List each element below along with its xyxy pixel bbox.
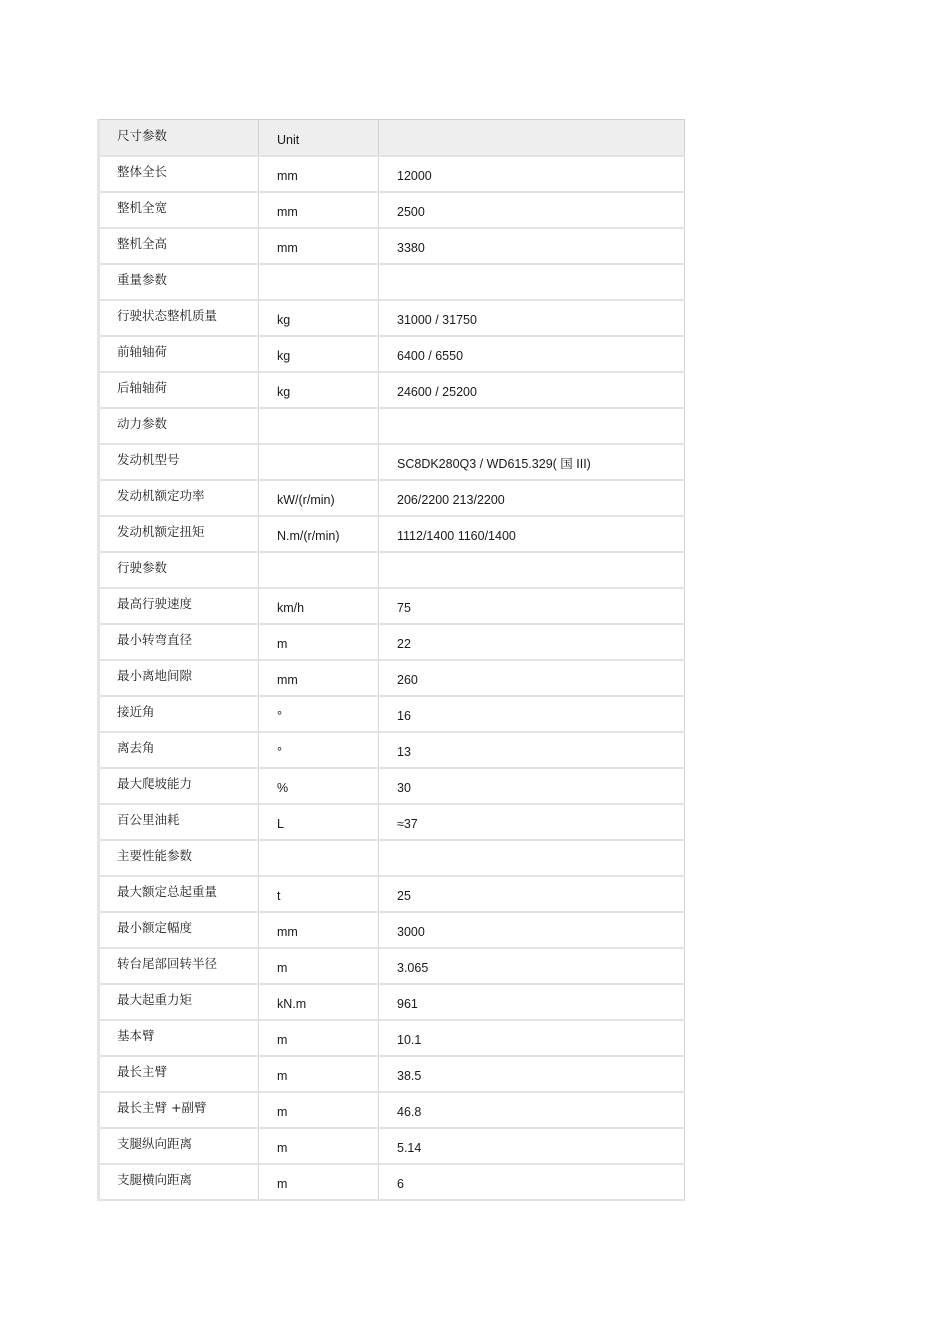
row-unit: m — [277, 1033, 288, 1047]
row-name-cell — [99, 588, 259, 624]
table-row — [99, 1056, 685, 1092]
table-row — [99, 480, 685, 516]
row-unit: % — [277, 781, 289, 795]
row-unit: L — [277, 817, 284, 831]
row-name: 最小离地间隙 — [117, 668, 193, 683]
row-unit-cell — [259, 516, 379, 552]
row-unit: kW/(r/min) — [277, 493, 335, 507]
row-value: 31000 / 31750 — [397, 313, 477, 327]
row-value-cell — [379, 264, 685, 300]
table-row — [99, 264, 685, 300]
row-unit: m — [277, 1141, 288, 1155]
row-name-cell — [99, 912, 259, 948]
row-name: 最小额定幅度 — [117, 920, 193, 935]
row-unit: mm — [277, 241, 298, 255]
row-value-cell — [379, 192, 685, 228]
row-value-cell — [379, 588, 685, 624]
table-row — [99, 300, 685, 336]
table-row — [99, 192, 685, 228]
row-unit-cell — [259, 1128, 379, 1164]
row-name-cell — [99, 552, 259, 588]
row-value: 6 — [397, 1177, 404, 1191]
table-row — [99, 1164, 685, 1200]
row-value: 3380 — [397, 241, 425, 255]
row-value-cell — [379, 516, 685, 552]
row-value: 24600 / 25200 — [397, 385, 477, 399]
row-value-cell — [379, 732, 685, 768]
row-value-cell — [379, 372, 685, 408]
table-row — [99, 444, 685, 480]
row-name: 支腿纵向距离 — [117, 1136, 193, 1151]
table-row — [99, 624, 685, 660]
row-unit-cell — [259, 372, 379, 408]
row-value-cell — [379, 696, 685, 732]
table-row — [99, 804, 685, 840]
row-value: 206/2200 213/2200 — [397, 493, 505, 507]
row-name-cell — [99, 300, 259, 336]
row-unit: mm — [277, 169, 298, 183]
table-row — [99, 336, 685, 372]
header-unit-cell — [259, 120, 379, 157]
table-row — [99, 228, 685, 264]
row-name-cell — [99, 372, 259, 408]
row-value: 38.5 — [397, 1069, 422, 1083]
row-name: 动力参数 — [117, 416, 168, 431]
row-name: 发动机额定扭矩 — [117, 524, 205, 539]
table-row — [99, 768, 685, 804]
row-unit-cell — [259, 588, 379, 624]
spec-table-body — [99, 120, 685, 1201]
row-unit: mm — [277, 673, 298, 687]
row-name: 整机全宽 — [117, 200, 168, 215]
row-value-cell — [379, 1020, 685, 1056]
row-name: 最大起重力矩 — [117, 992, 193, 1007]
row-unit-cell — [259, 912, 379, 948]
row-unit-cell — [259, 444, 379, 480]
row-name-cell — [99, 156, 259, 192]
row-unit: kg — [277, 349, 291, 363]
row-name-cell — [99, 1164, 259, 1200]
table-row — [99, 984, 685, 1020]
row-value: 12000 — [397, 169, 432, 183]
header-unit: Unit — [277, 132, 300, 147]
row-value-cell — [379, 624, 685, 660]
row-unit: kg — [277, 385, 291, 399]
row-unit-cell — [259, 192, 379, 228]
row-name: 整体全长 — [117, 164, 168, 179]
row-value-cell — [379, 408, 685, 444]
row-name: 前轴轴荷 — [117, 344, 168, 359]
row-unit-cell — [259, 696, 379, 732]
row-unit-cell — [259, 1164, 379, 1200]
table-row — [99, 840, 685, 876]
row-value: 5.14 — [397, 1141, 422, 1155]
row-value-cell — [379, 228, 685, 264]
row-unit-cell — [259, 228, 379, 264]
row-value-cell — [379, 1164, 685, 1200]
row-name-cell — [99, 444, 259, 480]
row-unit-cell — [259, 984, 379, 1020]
row-name: 最高行驶速度 — [117, 596, 193, 611]
row-value-cell — [379, 300, 685, 336]
row-unit-cell — [259, 156, 379, 192]
table-row — [99, 588, 685, 624]
row-unit: m — [277, 637, 288, 651]
row-unit-cell — [259, 876, 379, 912]
row-name: 支腿横向距离 — [117, 1172, 193, 1187]
table-row — [99, 156, 685, 192]
row-value-cell — [379, 444, 685, 480]
row-unit-cell — [259, 1020, 379, 1056]
row-unit: km/h — [277, 601, 305, 615]
row-name: 接近角 — [117, 704, 155, 719]
row-value: SC8DK280Q3 / WD615.329( 国 III) — [397, 457, 591, 471]
table-row — [99, 1128, 685, 1164]
row-name: 发动机额定功率 — [117, 488, 205, 503]
row-unit: mm — [277, 925, 298, 939]
table-row — [99, 516, 685, 552]
row-unit-cell — [259, 552, 379, 588]
row-unit-cell — [259, 264, 379, 300]
row-value-cell — [379, 552, 685, 588]
row-name-cell — [99, 984, 259, 1020]
row-value-cell — [379, 660, 685, 696]
row-unit-cell — [259, 624, 379, 660]
row-name-cell — [99, 624, 259, 660]
header-value-cell — [379, 120, 685, 157]
row-unit-cell — [259, 768, 379, 804]
row-value: 30 — [397, 781, 411, 795]
row-value-cell — [379, 804, 685, 840]
row-name-cell — [99, 696, 259, 732]
row-unit: mm — [277, 205, 298, 219]
row-value-cell — [379, 1128, 685, 1164]
row-unit: t — [277, 889, 281, 903]
row-name-cell — [99, 948, 259, 984]
row-name: 最大爬坡能力 — [117, 776, 193, 791]
row-name-cell — [99, 768, 259, 804]
table-row — [99, 1020, 685, 1056]
row-value: 10.1 — [397, 1033, 422, 1047]
row-unit: m — [277, 961, 288, 975]
row-value-cell — [379, 156, 685, 192]
row-name: 基本臂 — [117, 1028, 155, 1043]
row-value: 2500 — [397, 205, 425, 219]
row-value: 6400 / 6550 — [397, 349, 464, 363]
table-header-row — [99, 120, 685, 157]
row-name: 行驶状态整机质量 — [117, 308, 218, 323]
row-name: 最长主臂 — [117, 1064, 168, 1079]
row-unit: ° — [277, 745, 282, 759]
row-unit-cell — [259, 660, 379, 696]
row-name-cell — [99, 732, 259, 768]
row-unit: ° — [277, 709, 282, 723]
row-value: 75 — [397, 601, 411, 615]
row-name-cell — [99, 1020, 259, 1056]
row-value: 25 — [397, 889, 411, 903]
table-row — [99, 408, 685, 444]
row-unit-cell — [259, 1056, 379, 1092]
row-unit: kg — [277, 313, 291, 327]
row-name-cell — [99, 336, 259, 372]
row-unit: m — [277, 1177, 288, 1191]
row-value-cell — [379, 984, 685, 1020]
row-unit-cell — [259, 948, 379, 984]
table-row — [99, 732, 685, 768]
row-name-cell — [99, 192, 259, 228]
row-value: 3.065 — [397, 961, 429, 975]
table-row — [99, 696, 685, 732]
row-value-cell — [379, 768, 685, 804]
row-value-cell — [379, 1092, 685, 1128]
table-row — [99, 1092, 685, 1128]
row-name: 行驶参数 — [117, 560, 168, 575]
row-unit-cell — [259, 732, 379, 768]
row-value: 3000 — [397, 925, 425, 939]
row-unit: m — [277, 1069, 288, 1083]
row-name-cell — [99, 804, 259, 840]
table-row — [99, 948, 685, 984]
row-value: 46.8 — [397, 1105, 422, 1119]
table-row — [99, 552, 685, 588]
row-name: 最大额定总起重量 — [117, 884, 218, 899]
row-name-cell — [99, 840, 259, 876]
row-value: 22 — [397, 637, 411, 651]
row-name-cell — [99, 1092, 259, 1128]
row-name: 发动机型号 — [117, 452, 180, 467]
row-unit-cell — [259, 804, 379, 840]
table-row — [99, 660, 685, 696]
row-name-cell — [99, 1056, 259, 1092]
row-value-cell — [379, 336, 685, 372]
row-name: 百公里油耗 — [117, 812, 180, 827]
row-name: 整机全高 — [117, 236, 168, 251]
row-unit-cell — [259, 480, 379, 516]
table-row — [99, 876, 685, 912]
row-value: 260 — [397, 673, 418, 687]
row-name-cell — [99, 660, 259, 696]
row-unit-cell — [259, 1092, 379, 1128]
row-unit: N.m/(r/min) — [277, 529, 340, 543]
row-unit-cell — [259, 840, 379, 876]
row-name-cell — [99, 228, 259, 264]
row-value-cell — [379, 480, 685, 516]
row-name: 主要性能参数 — [117, 848, 193, 863]
row-unit: m — [277, 1105, 288, 1119]
row-name: 最小转弯直径 — [117, 632, 193, 647]
table-row — [99, 912, 685, 948]
row-value-cell — [379, 1056, 685, 1092]
row-value: 1112/1400 1160/1400 — [397, 529, 516, 543]
row-name: 离去角 — [117, 740, 155, 755]
row-value: ≈37 — [397, 817, 418, 831]
row-unit-cell — [259, 336, 379, 372]
row-unit-cell — [259, 300, 379, 336]
row-value: 961 — [397, 997, 418, 1011]
row-value: 13 — [397, 745, 411, 759]
row-value-cell — [379, 912, 685, 948]
row-name: 最长主臂 +副臂 — [117, 1100, 207, 1115]
row-value: 16 — [397, 709, 411, 723]
row-unit: kN.m — [277, 997, 307, 1011]
row-value-cell — [379, 876, 685, 912]
row-value-cell — [379, 840, 685, 876]
row-name-cell — [99, 264, 259, 300]
row-unit-cell — [259, 408, 379, 444]
header-name-cell — [99, 120, 259, 157]
row-name-cell — [99, 876, 259, 912]
row-value-cell — [379, 948, 685, 984]
row-name: 转台尾部回转半径 — [117, 956, 218, 971]
header-name: 尺寸参数 — [117, 127, 168, 143]
row-name: 重量参数 — [117, 272, 168, 287]
row-name-cell — [99, 516, 259, 552]
row-name-cell — [99, 480, 259, 516]
table-row — [99, 372, 685, 408]
spec-table — [97, 119, 685, 1201]
row-name: 后轴轴荷 — [117, 380, 168, 395]
row-name-cell — [99, 1128, 259, 1164]
row-name-cell — [99, 408, 259, 444]
